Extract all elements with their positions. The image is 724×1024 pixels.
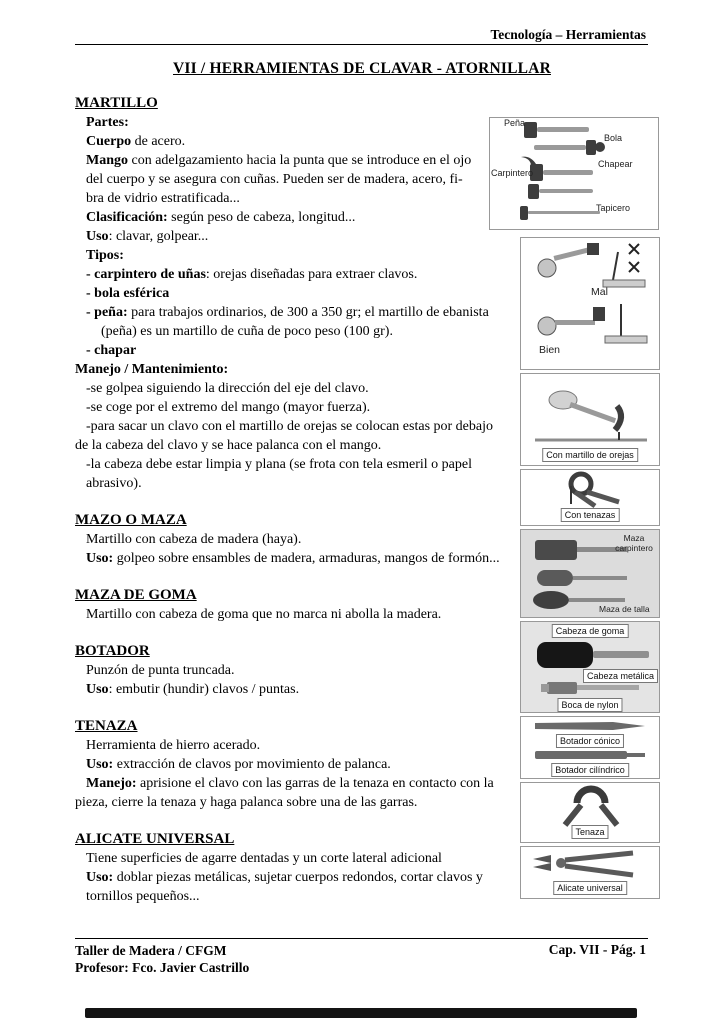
footer-rule bbox=[75, 938, 648, 939]
caption-alicate-universal: Alicate universal bbox=[553, 881, 627, 895]
text-run: -la cabeza debe estar limpia y plana (se frota con tela esmeril o papel bbox=[86, 457, 472, 472]
figure-rubber-mallet bbox=[520, 621, 660, 713]
figure-punches bbox=[520, 716, 660, 779]
text-run: Tipos: bbox=[86, 248, 124, 263]
text-run: doblar piezas metálicas, sujetar cuerpos redondos, cortar clavos y bbox=[113, 870, 483, 885]
label-bien: Bien bbox=[539, 344, 561, 356]
text-run: Manejo: bbox=[86, 776, 137, 791]
caption-claw-hammer: Con martillo de orejas bbox=[542, 448, 638, 462]
figure-pincers bbox=[520, 782, 660, 843]
text-run: - bola esférica bbox=[86, 286, 170, 301]
text-run: según peso de cabeza, longitud... bbox=[167, 210, 356, 225]
text-run: -se golpea siguiendo la dirección del eje del clavo. bbox=[86, 381, 369, 396]
text-run: Uso: bbox=[86, 551, 114, 566]
text-run: tornillos pequeños... bbox=[86, 889, 200, 904]
text-run: golpeo sobre ensambles de madera, armaduras, mangos de formón... bbox=[113, 551, 500, 566]
figure-mallets bbox=[520, 529, 660, 618]
text-run: Clasificación: bbox=[86, 210, 168, 225]
label-carpintero: Carpintero bbox=[491, 168, 534, 178]
label-mal: Mal bbox=[591, 286, 608, 298]
text-run: aprisione el clavo con las garras de la tenaza en contacto con la bbox=[136, 776, 494, 791]
label-bola: Bola bbox=[604, 133, 623, 143]
text-run: - chapar bbox=[86, 343, 137, 358]
label-maza-carpintero: Maza carpintero bbox=[615, 533, 653, 553]
text-run: -para sacar un clavo con el martillo de orejas se colocan estas por debajo bbox=[86, 419, 493, 434]
footer-left-line1: Taller de Madera / CFGM bbox=[75, 943, 227, 958]
text-run: Mango bbox=[86, 153, 128, 168]
text-run: Uso: bbox=[86, 870, 114, 885]
section-heading: TENAZA bbox=[75, 718, 138, 734]
section-heading: MARTILLO bbox=[75, 95, 158, 111]
scan-artifact-bar bbox=[85, 1008, 637, 1018]
text-run: -se coge por el extremo del mango (mayor fuerza). bbox=[86, 400, 371, 415]
figure-pincers-use bbox=[520, 469, 660, 526]
text-run: Partes: bbox=[86, 115, 129, 130]
text-run: de acero. bbox=[131, 134, 186, 149]
text-run: : embutir (hundir) clavos / puntas. bbox=[108, 682, 300, 697]
label-pena: Peña bbox=[504, 118, 526, 128]
label-chapear: Chapear bbox=[598, 159, 633, 169]
text-run: bra de vidrio estratificada... bbox=[86, 191, 240, 206]
figure-universal-pliers bbox=[520, 846, 660, 899]
text-run: extracción de clavos por movimiento de palanca. bbox=[113, 757, 391, 772]
section-heading: MAZA DE GOMA bbox=[75, 587, 197, 603]
text-run: (peña) es un martillo de cuña de poco peso (100 gr). bbox=[101, 324, 393, 339]
header-rule bbox=[75, 44, 648, 45]
text-run: Herramienta de hierro acerado. bbox=[86, 738, 261, 753]
text-run: Punzón de punta truncada. bbox=[86, 663, 235, 678]
text-run: Uso bbox=[86, 229, 109, 244]
text-run: Cuerpo bbox=[86, 134, 132, 149]
text-run: : orejas diseñadas para extraer clavos. bbox=[205, 267, 418, 282]
caption-tenaza: Tenaza bbox=[571, 825, 608, 839]
text-run: Manejo / Mantenimiento: bbox=[75, 362, 229, 377]
footer-right: Cap. VII - Pág. 1 bbox=[548, 942, 646, 957]
caption-cabeza-goma: Cabeza de goma bbox=[552, 624, 629, 638]
header-text: Tecnología – Herramientas bbox=[490, 27, 646, 42]
footer-left bbox=[75, 942, 249, 976]
footer-left-line2: Profesor: Fco. Javier Castrillo bbox=[75, 960, 250, 975]
caption-pincers-use: Con tenazas bbox=[561, 508, 620, 522]
text-run: con adelgazamiento hacia la punta que se introduce en el ojo bbox=[128, 153, 472, 168]
section-heading: MAZO O MAZA bbox=[75, 512, 187, 528]
text-run: - carpintero de uñas bbox=[86, 267, 206, 282]
caption-boca-nylon: Boca de nylon bbox=[557, 698, 622, 712]
text-run: - peña: bbox=[86, 305, 128, 320]
section-heading: ALICATE UNIVERSAL bbox=[75, 831, 235, 847]
figure-hammer-technique bbox=[520, 237, 660, 370]
caption-cabeza-metalica: Cabeza metálica bbox=[583, 669, 658, 683]
text-run: de la cabeza del clavo y se hace palanca con el mango. bbox=[75, 438, 382, 453]
label-maza-de-talla: Maza de talla bbox=[599, 604, 650, 614]
figure-claw-hammer-use bbox=[520, 373, 660, 466]
caption-botador-conico: Botador cónico bbox=[556, 734, 624, 748]
text-run: Martillo con cabeza de goma que no marca ni abolla la madera. bbox=[86, 607, 442, 622]
text-run: Martillo con cabeza de madera (haya). bbox=[86, 532, 302, 547]
text-run: Uso: bbox=[86, 757, 114, 772]
text-run: : clavar, golpear... bbox=[108, 229, 209, 244]
caption-botador-cilindrico: Botador cilíndrico bbox=[551, 763, 629, 777]
page-title: VII / HERRAMIENTAS DE CLAVAR - ATORNILLAR bbox=[173, 60, 551, 77]
text-run: pieza, cierre la tenaza y haga palanca sobre una de las garras. bbox=[75, 795, 418, 810]
text-run: abrasivo). bbox=[86, 476, 142, 491]
text-run: Uso bbox=[86, 682, 109, 697]
section-heading: BOTADOR bbox=[75, 643, 150, 659]
figure-hammer-types bbox=[489, 117, 659, 230]
text-run: para trabajos ordinarios, de 300 a 350 gr; el martillo de ebanista bbox=[127, 305, 489, 320]
text-run: del cuerpo y se asegura con cuñas. Pueden ser de madera, acero, fi- bbox=[86, 172, 463, 187]
text-run: Tiene superficies de agarre dentadas y un corte lateral adicional bbox=[86, 851, 442, 866]
label-tapicero: Tapicero bbox=[596, 203, 631, 213]
